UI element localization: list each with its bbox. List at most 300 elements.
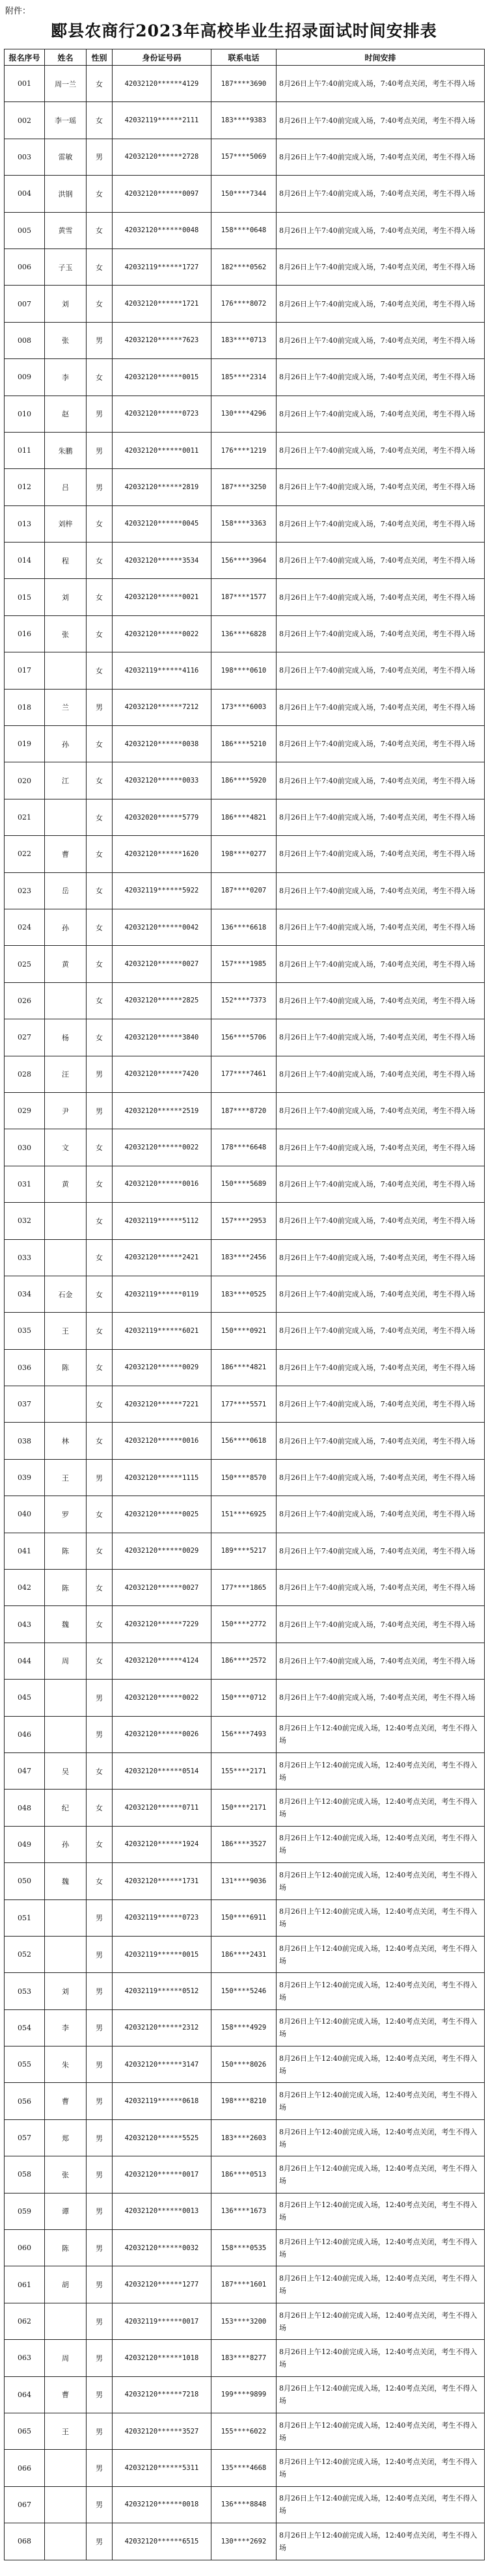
cell-id: 42032119******4116: [113, 652, 211, 689]
cell-no: 009: [5, 359, 45, 396]
table-row: [5, 1386, 485, 1423]
cell-phone: 183****0713: [211, 322, 277, 358]
cell-name: [45, 799, 87, 835]
cell-phone: 157****2953: [211, 1203, 277, 1239]
table-row: [5, 1129, 485, 1166]
cell-no: 015: [5, 579, 45, 615]
table-row: [5, 432, 485, 468]
cell-no: 065: [5, 2413, 45, 2450]
cell-arrangement: 8月26日上午7:40前完成入场，7:40考点关闭，考生不得入场: [277, 66, 485, 102]
cell-phone: 156****0618: [211, 1423, 277, 1459]
cell-arrangement: 8月26日上午12:40前完成入场，12:40考点关闭，考生不得入场: [277, 1752, 485, 1789]
header-no: 报名序号: [5, 49, 45, 66]
cell-name: 陈: [45, 1349, 87, 1386]
cell-gender: 女: [87, 359, 113, 396]
cell-gender: 女: [87, 615, 113, 652]
cell-arrangement: 8月26日上午7:40前完成入场，7:40考点关闭，考生不得入场: [277, 1459, 485, 1496]
cell-no: 019: [5, 726, 45, 762]
cell-phone: 136****6618: [211, 909, 277, 945]
cell-phone: 136****1673: [211, 2193, 277, 2229]
cell-phone: 136****6828: [211, 615, 277, 652]
cell-gender: 女: [87, 836, 113, 872]
cell-name: [45, 982, 87, 1019]
cell-gender: 男: [87, 2193, 113, 2229]
cell-arrangement: 8月26日上午7:40前完成入场，7:40考点关闭，考生不得入场: [277, 139, 485, 175]
cell-phone: 150****2171: [211, 1790, 277, 1826]
page-title: 郾县农商行2023年高校毕业生招录面试时间安排表: [51, 21, 437, 40]
table-body: [5, 66, 485, 2560]
cell-name: 周: [45, 1643, 87, 1679]
cell-arrangement: 8月26日上午12:40前完成入场，12:40考点关闭，考生不得入场: [277, 1790, 485, 1826]
cell-id: 42032119******6021: [113, 1313, 211, 1349]
cell-arrangement: 8月26日上午12:40前完成入场，12:40考点关闭，考生不得入场: [277, 2450, 485, 2486]
cell-id: 42032120******0022: [113, 1129, 211, 1166]
cell-id: 42032020******5779: [113, 799, 211, 835]
cell-arrangement: 8月26日上午12:40前完成入场，12:40考点关闭，考生不得入场: [277, 1936, 485, 1972]
cell-arrangement: 8月26日上午12:40前完成入场，12:40考点关闭，考生不得入场: [277, 2523, 485, 2560]
table-row: [5, 2376, 485, 2413]
cell-arrangement: 8月26日上午7:40前完成入场，7:40考点关闭，考生不得入场: [277, 579, 485, 615]
cell-name: 郑: [45, 2119, 87, 2156]
cell-phone: 187****1601: [211, 2266, 277, 2303]
cell-name: 黄雪: [45, 212, 87, 248]
cell-id: 42032119******1727: [113, 248, 211, 285]
cell-no: 067: [5, 2486, 45, 2523]
cell-phone: 153****3200: [211, 2303, 277, 2339]
cell-name: 林: [45, 1423, 87, 1459]
cell-gender: 女: [87, 1863, 113, 1899]
cell-arrangement: 8月26日上午12:40前完成入场，12:40考点关闭，考生不得入场: [277, 2119, 485, 2156]
cell-phone: 157****1985: [211, 946, 277, 982]
cell-phone: 186****4821: [211, 1349, 277, 1386]
cell-gender: 女: [87, 1570, 113, 1606]
cell-name: [45, 2303, 87, 2339]
table-row: [5, 396, 485, 432]
cell-phone: 182****0562: [211, 248, 277, 285]
cell-id: 42032120******0015: [113, 359, 211, 396]
cell-gender: 男: [87, 2303, 113, 2339]
cell-arrangement: 8月26日上午7:40前完成入场，7:40考点关闭，考生不得入场: [277, 1533, 485, 1569]
cell-arrangement: 8月26日上午12:40前完成入场，12:40考点关闭，考生不得入场: [277, 1863, 485, 1899]
table-row: [5, 1826, 485, 1862]
cell-id: 42032120******6515: [113, 2523, 211, 2560]
cell-gender: 女: [87, 909, 113, 945]
cell-arrangement: 8月26日上午7:40前完成入场，7:40考点关闭，考生不得入场: [277, 872, 485, 909]
cell-phone: 187****3250: [211, 469, 277, 505]
cell-id: 42032120******1924: [113, 1826, 211, 1862]
cell-gender: 男: [87, 2376, 113, 2413]
cell-phone: 199****9899: [211, 2376, 277, 2413]
cell-id: 42032120******0514: [113, 1752, 211, 1789]
table-row: [5, 2119, 485, 2156]
cell-no: 006: [5, 248, 45, 285]
cell-phone: 150****6911: [211, 1899, 277, 1936]
cell-id: 42032119******0512: [113, 1973, 211, 2009]
cell-gender: 男: [87, 2486, 113, 2523]
cell-no: 039: [5, 1459, 45, 1496]
cell-phone: 186****5210: [211, 726, 277, 762]
cell-no: 031: [5, 1166, 45, 1202]
table-row: [5, 579, 485, 615]
cell-id: 42032119******0017: [113, 2303, 211, 2339]
table-row: [5, 212, 485, 248]
cell-no: 047: [5, 1752, 45, 1789]
header-id: 身份证号码: [113, 49, 211, 66]
cell-id: 42032119******0119: [113, 1276, 211, 1312]
cell-id: 42032120******2421: [113, 1239, 211, 1276]
cell-arrangement: 8月26日上午7:40前完成入场，7:40考点关闭，考生不得入场: [277, 505, 485, 542]
cell-name: 文: [45, 1129, 87, 1166]
cell-arrangement: 8月26日上午7:40前完成入场，7:40考点关闭，考生不得入场: [277, 1680, 485, 1716]
cell-name: 子玉: [45, 248, 87, 285]
cell-name: 张: [45, 615, 87, 652]
cell-id: 42032120******2728: [113, 139, 211, 175]
table-row: [5, 1936, 485, 1972]
table-row: [5, 102, 485, 139]
cell-arrangement: 8月26日上午7:40前完成入场，7:40考点关闭，考生不得入场: [277, 1313, 485, 1349]
cell-id: 42032119******2111: [113, 102, 211, 139]
cell-id: 42032120******0045: [113, 505, 211, 542]
cell-no: 048: [5, 1790, 45, 1826]
cell-name: 孙: [45, 726, 87, 762]
cell-id: 42032119******0618: [113, 2083, 211, 2119]
table-row: [5, 1752, 485, 1789]
cell-name: 王: [45, 1459, 87, 1496]
cell-gender: 男: [87, 2156, 113, 2193]
table-row: [5, 1459, 485, 1496]
cell-arrangement: 8月26日上午7:40前完成入场，7:40考点关闭，考生不得入场: [277, 1276, 485, 1312]
cell-no: 058: [5, 2156, 45, 2193]
cell-name: [45, 2450, 87, 2486]
cell-name: 李一瑶: [45, 102, 87, 139]
cell-phone: 186****2431: [211, 1936, 277, 1972]
cell-phone: 135****4668: [211, 2450, 277, 2486]
cell-no: 016: [5, 615, 45, 652]
table-row: [5, 1863, 485, 1899]
cell-gender: 女: [87, 286, 113, 322]
cell-no: 053: [5, 1973, 45, 2009]
cell-arrangement: 8月26日上午7:40前完成入场，7:40考点关闭，考生不得入场: [277, 359, 485, 396]
cell-arrangement: 8月26日上午7:40前完成入场，7:40考点关闭，考生不得入场: [277, 1423, 485, 1459]
cell-arrangement: 8月26日上午12:40前完成入场，12:40考点关闭，考生不得入场: [277, 1716, 485, 1752]
cell-arrangement: 8月26日上午7:40前完成入场，7:40考点关闭，考生不得入场: [277, 1386, 485, 1423]
cell-name: 李: [45, 359, 87, 396]
cell-id: 42032120******0029: [113, 1533, 211, 1569]
cell-arrangement: 8月26日上午7:40前完成入场，7:40考点关闭，考生不得入场: [277, 432, 485, 468]
cell-id: 42032120******7623: [113, 322, 211, 358]
table-row: [5, 1606, 485, 1643]
cell-id: 42032120******3840: [113, 1019, 211, 1056]
cell-gender: 女: [87, 799, 113, 835]
cell-no: 026: [5, 982, 45, 1019]
cell-arrangement: 8月26日上午12:40前完成入场，12:40考点关闭，考生不得入场: [277, 1973, 485, 2009]
cell-id: 42032119******0723: [113, 1899, 211, 1936]
cell-gender: 女: [87, 1826, 113, 1862]
cell-name: 孙: [45, 1826, 87, 1862]
cell-gender: 女: [87, 1129, 113, 1166]
cell-name: [45, 1716, 87, 1752]
cell-arrangement: 8月26日上午12:40前完成入场，12:40考点关闭，考生不得入场: [277, 2156, 485, 2193]
cell-id: 42032120******0097: [113, 176, 211, 212]
cell-no: 001: [5, 66, 45, 102]
cell-gender: 女: [87, 1533, 113, 1569]
cell-no: 037: [5, 1386, 45, 1423]
cell-name: 刘: [45, 286, 87, 322]
cell-arrangement: 8月26日上午7:40前完成入场，7:40考点关闭，考生不得入场: [277, 1056, 485, 1092]
cell-no: 020: [5, 762, 45, 799]
cell-gender: 男: [87, 2266, 113, 2303]
cell-id: 42032120******7218: [113, 2376, 211, 2413]
cell-id: 42032120******0016: [113, 1423, 211, 1459]
cell-gender: 女: [87, 1239, 113, 1276]
header-phone: 联系电话: [211, 49, 277, 66]
cell-no: 027: [5, 1019, 45, 1056]
cell-no: 024: [5, 909, 45, 945]
cell-gender: 男: [87, 1459, 113, 1496]
cell-no: 041: [5, 1533, 45, 1569]
table-row: [5, 1313, 485, 1349]
cell-phone: 150****0921: [211, 1313, 277, 1349]
cell-name: [45, 652, 87, 689]
cell-phone: 183****0525: [211, 1276, 277, 1312]
cell-id: 42032120******0048: [113, 212, 211, 248]
cell-name: 刘: [45, 579, 87, 615]
cell-no: 046: [5, 1716, 45, 1752]
table-row: [5, 248, 485, 285]
table-row: [5, 1056, 485, 1092]
cell-id: 42032120******3147: [113, 2046, 211, 2083]
cell-arrangement: 8月26日上午12:40前完成入场，12:40考点关闭，考生不得入场: [277, 1826, 485, 1862]
cell-id: 42032120******0022: [113, 615, 211, 652]
cell-id: 42032120******2819: [113, 469, 211, 505]
table-row: [5, 2009, 485, 2046]
cell-id: 42032120******1277: [113, 2266, 211, 2303]
cell-phone: 183****9383: [211, 102, 277, 139]
cell-name: 杨: [45, 1019, 87, 1056]
table-row: [5, 2083, 485, 2119]
cell-gender: 女: [87, 1752, 113, 1789]
cell-name: 雷敏: [45, 139, 87, 175]
cell-phone: 130****4296: [211, 396, 277, 432]
table-row: [5, 1680, 485, 1716]
cell-name: 李: [45, 2009, 87, 2046]
cell-name: 朱: [45, 2046, 87, 2083]
cell-name: 周: [45, 2340, 87, 2376]
cell-id: 42032120******0027: [113, 1570, 211, 1606]
cell-no: 030: [5, 1129, 45, 1166]
cell-arrangement: 8月26日上午7:40前完成入场，7:40考点关闭，考生不得入场: [277, 909, 485, 945]
cell-no: 063: [5, 2340, 45, 2376]
cell-name: 周一兰: [45, 66, 87, 102]
cell-no: 056: [5, 2083, 45, 2119]
cell-name: 曹: [45, 2083, 87, 2119]
cell-id: 42032120******0021: [113, 579, 211, 615]
cell-phone: 198****8210: [211, 2083, 277, 2119]
cell-no: 018: [5, 689, 45, 725]
cell-no: 055: [5, 2046, 45, 2083]
cell-arrangement: 8月26日上午12:40前完成入场，12:40考点关闭，考生不得入场: [277, 2303, 485, 2339]
cell-name: 纪: [45, 1790, 87, 1826]
cell-no: 049: [5, 1826, 45, 1862]
table-row: [5, 1533, 485, 1569]
cell-gender: 女: [87, 1166, 113, 1202]
table-row: [5, 286, 485, 322]
cell-arrangement: 8月26日上午7:40前完成入场，7:40考点关闭，考生不得入场: [277, 1166, 485, 1202]
schedule-table: [4, 49, 485, 2560]
table-row: [5, 2413, 485, 2450]
cell-no: 066: [5, 2450, 45, 2486]
cell-phone: 189****5217: [211, 1533, 277, 1569]
cell-no: 023: [5, 872, 45, 909]
cell-gender: 女: [87, 102, 113, 139]
table-row: [5, 982, 485, 1019]
cell-gender: 男: [87, 2523, 113, 2560]
table-row: [5, 2450, 485, 2486]
table-row: [5, 1973, 485, 2009]
cell-id: 42032120******2825: [113, 982, 211, 1019]
cell-name: 洪钢: [45, 176, 87, 212]
cell-id: 42032120******1018: [113, 2340, 211, 2376]
cell-no: 034: [5, 1276, 45, 1312]
cell-phone: 131****9036: [211, 1863, 277, 1899]
cell-gender: 男: [87, 2413, 113, 2450]
table-row: [5, 1790, 485, 1826]
table-row: [5, 139, 485, 175]
cell-id: 42032120******4129: [113, 66, 211, 102]
cell-id: 42032120******1115: [113, 1459, 211, 1496]
cell-id: 42032120******0029: [113, 1349, 211, 1386]
cell-name: 刘梓: [45, 505, 87, 542]
cell-phone: 185****2314: [211, 359, 277, 396]
cell-gender: 男: [87, 689, 113, 725]
cell-name: [45, 1239, 87, 1276]
cell-gender: 女: [87, 1423, 113, 1459]
cell-no: 059: [5, 2193, 45, 2229]
cell-gender: 男: [87, 2119, 113, 2156]
cell-no: 028: [5, 1056, 45, 1092]
table-row: [5, 689, 485, 725]
table-row: [5, 543, 485, 579]
cell-phone: 155****6022: [211, 2413, 277, 2450]
cell-id: 42032120******0017: [113, 2156, 211, 2193]
cell-name: 罗: [45, 1496, 87, 1533]
cell-name: 魏: [45, 1863, 87, 1899]
cell-name: 孙: [45, 909, 87, 945]
cell-phone: 198****0277: [211, 836, 277, 872]
cell-phone: 187****0207: [211, 872, 277, 909]
cell-arrangement: 8月26日上午12:40前完成入场，12:40考点关闭，考生不得入场: [277, 1899, 485, 1936]
cell-arrangement: 8月26日上午7:40前完成入场，7:40考点关闭，考生不得入场: [277, 1203, 485, 1239]
table-row: [5, 2486, 485, 2523]
cell-no: 035: [5, 1313, 45, 1349]
cell-no: 062: [5, 2303, 45, 2339]
table-row: [5, 762, 485, 799]
cell-name: 朱鹏: [45, 432, 87, 468]
cell-gender: 男: [87, 2009, 113, 2046]
cell-id: 42032120******0025: [113, 1496, 211, 1533]
cell-gender: 男: [87, 1056, 113, 1092]
cell-phone: 183****8277: [211, 2340, 277, 2376]
cell-arrangement: 8月26日上午7:40前完成入场，7:40考点关闭，考生不得入场: [277, 1606, 485, 1643]
cell-name: 程: [45, 543, 87, 579]
cell-name: [45, 1203, 87, 1239]
cell-phone: 187****8720: [211, 1092, 277, 1129]
cell-arrangement: 8月26日上午12:40前完成入场，12:40考点关闭，考生不得入场: [277, 2009, 485, 2046]
cell-name: [45, 2486, 87, 2523]
cell-id: 42032120******0016: [113, 1166, 211, 1202]
cell-gender: 女: [87, 1643, 113, 1679]
cell-gender: 女: [87, 1276, 113, 1312]
cell-no: 068: [5, 2523, 45, 2560]
cell-phone: 150****0712: [211, 1680, 277, 1716]
cell-phone: 177****5571: [211, 1386, 277, 1423]
cell-phone: 151****6925: [211, 1496, 277, 1533]
cell-no: 040: [5, 1496, 45, 1533]
cell-gender: 女: [87, 1019, 113, 1056]
cell-id: 42032120******4124: [113, 1643, 211, 1679]
cell-id: 42032120******5311: [113, 2450, 211, 2486]
cell-arrangement: 8月26日上午7:40前完成入场，7:40考点关闭，考生不得入场: [277, 1129, 485, 1166]
cell-no: 032: [5, 1203, 45, 1239]
table-row: [5, 1092, 485, 1129]
cell-no: 007: [5, 286, 45, 322]
cell-phone: 176****1219: [211, 432, 277, 468]
cell-gender: 女: [87, 982, 113, 1019]
table-row: [5, 1349, 485, 1386]
cell-gender: 男: [87, 2340, 113, 2376]
cell-phone: 136****8848: [211, 2486, 277, 2523]
table-row: [5, 2156, 485, 2193]
header-arrangement: 时间安排: [277, 49, 485, 66]
cell-arrangement: 8月26日上午12:40前完成入场，12:40考点关闭，考生不得入场: [277, 2193, 485, 2229]
cell-name: 胡: [45, 2266, 87, 2303]
cell-id: 42032120******1721: [113, 286, 211, 322]
cell-arrangement: 8月26日上午7:40前完成入场，7:40考点关闭，考生不得入场: [277, 689, 485, 725]
cell-no: 057: [5, 2119, 45, 2156]
cell-id: 42032120******3527: [113, 2413, 211, 2450]
cell-name: 魏: [45, 1606, 87, 1643]
cell-arrangement: 8月26日上午7:40前完成入场，7:40考点关闭，考生不得入场: [277, 1349, 485, 1386]
header-name: 姓名: [45, 49, 87, 66]
cell-arrangement: 8月26日上午7:40前完成入场，7:40考点关闭，考生不得入场: [277, 102, 485, 139]
table-row: [5, 1276, 485, 1312]
cell-no: 021: [5, 799, 45, 835]
cell-id: 42032120******2519: [113, 1092, 211, 1129]
cell-no: 014: [5, 543, 45, 579]
cell-phone: 186****5920: [211, 762, 277, 799]
table-row: [5, 1019, 485, 1056]
cell-id: 42032120******7420: [113, 1056, 211, 1092]
table-row: [5, 909, 485, 945]
cell-arrangement: 8月26日上午7:40前完成入场，7:40考点关闭，考生不得入场: [277, 1239, 485, 1276]
table-row: [5, 1716, 485, 1752]
cell-name: [45, 1680, 87, 1716]
cell-arrangement: 8月26日上午7:40前完成入场，7:40考点关闭，考生不得入场: [277, 982, 485, 1019]
table-row: [5, 799, 485, 835]
cell-name: 曹: [45, 836, 87, 872]
cell-id: 42032120******7212: [113, 689, 211, 725]
cell-arrangement: 8月26日上午12:40前完成入场，12:40考点关闭，考生不得入场: [277, 2413, 485, 2450]
table-row: [5, 652, 485, 689]
cell-phone: 158****0648: [211, 212, 277, 248]
cell-no: 008: [5, 322, 45, 358]
cell-name: 兰: [45, 689, 87, 725]
cell-arrangement: 8月26日上午7:40前完成入场，7:40考点关闭，考生不得入场: [277, 1019, 485, 1056]
table-row: [5, 2523, 485, 2560]
cell-gender: 男: [87, 396, 113, 432]
table-row: [5, 1899, 485, 1936]
cell-no: 005: [5, 212, 45, 248]
